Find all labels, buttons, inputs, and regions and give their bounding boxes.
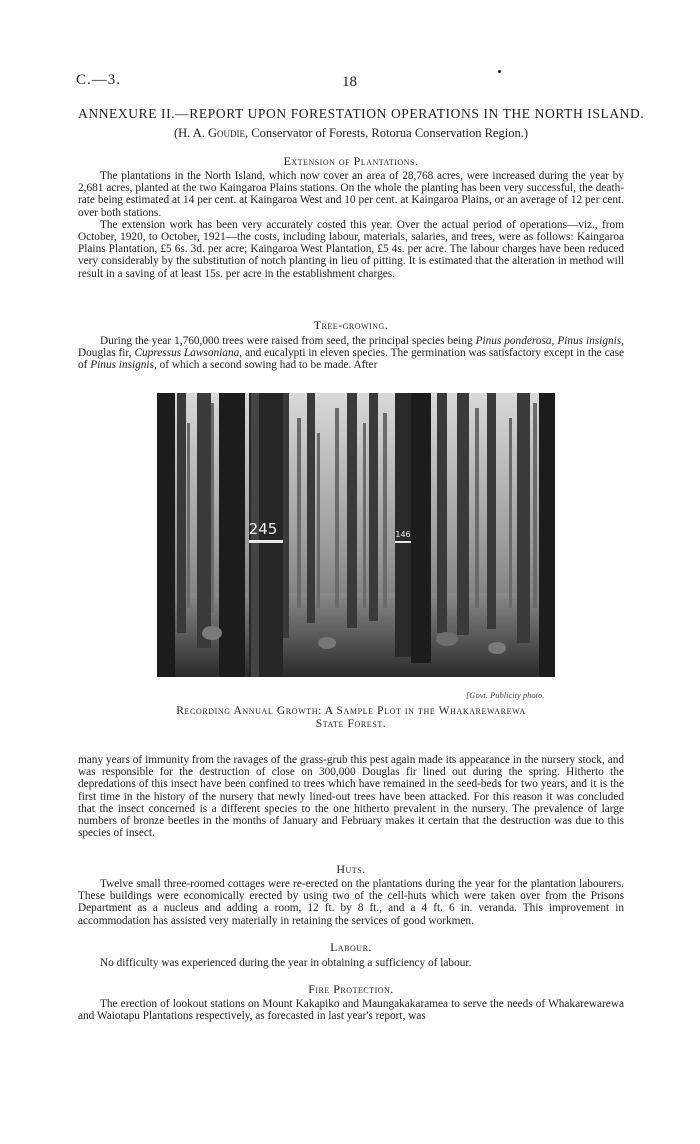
tree-growing-section: [78, 335, 624, 372]
grass-grub-paragraph: many years of immunity from the ravages of the grass-grub this pest again made its appearance in the nursery stock, and was responsible for the destruction of close on 300,000 Douglas fir lined out during the spring. Hitherto the depredations of this insect have been confined to trees which have remained in the seed-beds for two years, and it is the first time in the history of the nursery that newly lined-out trees have been attacked. For this reason it was concluded that the insect concerned is a different species to the one hitherto prevalent in the nursery. The prevalence of large numbers of bronze beetles in the months of January and February makes it certain that the destruction was due to this species of insect.: [78, 754, 624, 840]
fire-protection-section: [78, 998, 624, 1022]
caption-line-1: Recording Annual Growth: A Sample Plot in the Whakarewarewa: [176, 705, 526, 717]
fire-protection-heading: Fire Protection.: [308, 982, 394, 996]
forest-photo-drawing: [157, 393, 555, 677]
author-name: Goudie: [208, 126, 246, 140]
tree-growing-seg1: During the year 1,760,000 trees were raised from seed, the principal species being: [100, 335, 476, 347]
report-reference: C.—3.: [76, 72, 122, 88]
extension-section: [78, 170, 624, 280]
species-3: Pinus insignis: [90, 359, 154, 372]
photo-caption: [130, 705, 572, 731]
tree-mark-245: 245: [248, 520, 278, 538]
page-number: 18: [342, 74, 357, 90]
tree-growing-paragraph: [78, 335, 624, 372]
print-speck: [498, 70, 501, 73]
tree-growing-seg4: , of which a second sowing had to be made. After: [153, 359, 378, 372]
tree-growing-heading: Tree-growing.: [313, 318, 389, 332]
fire-protection-paragraph: The erection of lookout stations on Mount Kakapiko and Maungakakaramea to serve the needs of Whakarewarewa and Waiotapu Plantations respectively, as forecasted in last year's report, was: [78, 998, 624, 1023]
extension-paragraph-1: The plantations in the North Island, which now cover an area of 28,768 acres, were increased during the year by 2,681 acres, planted at the two Kaingaroa Plains stations. On the whole the planting has been very successful, the death-rate being estimated at 14 per cent. at Kaingaroa West and 10 per cent. at Kaingaroa Plains, or an average of 12 per cent. over both stations.: [78, 170, 624, 219]
huts-heading: Huts.: [336, 862, 366, 876]
extension-heading: Extension of Plantations.: [283, 154, 419, 168]
tree-growing-seg3: , and eucalypti in eleven species. The germination was satisfactory except in the case of: [78, 347, 625, 372]
author-rest: , Conservator of Forests, Rotorua Conservation Region.): [245, 126, 528, 140]
forest-photo: [157, 393, 555, 677]
author-line: [78, 126, 624, 141]
caption-line-2: State Forest.: [315, 718, 387, 730]
labour-heading: Labour.: [330, 940, 372, 954]
labour-section: [78, 957, 624, 969]
author-open: (H. A.: [173, 126, 209, 140]
huts-section: [78, 878, 624, 927]
species-1: Pinus ponderosa, Pinus insignis: [475, 335, 622, 347]
grass-grub-section: [78, 754, 624, 839]
species-2: Cupressus Lawsoniana: [134, 347, 240, 360]
huts-paragraph: Twelve small three-roomed cottages were re-erected on the plantations during the year for the plantation labourers. These buildings were economically erected by using two of the cell-huts which were taken over from the Prisons Department as a nucleus and adding a room, 12 ft. by 8 ft., and a 4 ft. 6 in. veranda. This improvement in accommodation has assisted very materially in retaining the services of good workmen.: [78, 878, 624, 927]
annexure-title: ANNEXURE II.—REPORT UPON FORESTATION OPERATIONS IN THE NORTH ISLAND.: [78, 106, 645, 121]
extension-paragraph-2: The extension work has been very accurately costed this year. Over the actual period of operations—viz., from October, 1920, to October, 1921—the costs, including labour, materials, salaries, and trees, were as follows: Kaingaroa Plains Plantation, £5 6s. 3d. per acre; Kaingaroa West Plantation, £5 4s. per acre. The labour charges have been reduced very considerably by the substitution of notch planting in lieu of pitting. It is estimated that the alteration in method will result in a saving of at least 15s. per acre in the establishment charges.: [78, 218, 624, 280]
tree-growing-seg2: , Douglas fir,: [78, 335, 624, 360]
tree-mark-146: 146: [395, 530, 411, 539]
labour-paragraph: No difficulty was experienced during the year in obtaining a sufficiency of labour.: [100, 957, 472, 969]
photo-credit: [Govt. Publicity photo.: [466, 690, 545, 700]
